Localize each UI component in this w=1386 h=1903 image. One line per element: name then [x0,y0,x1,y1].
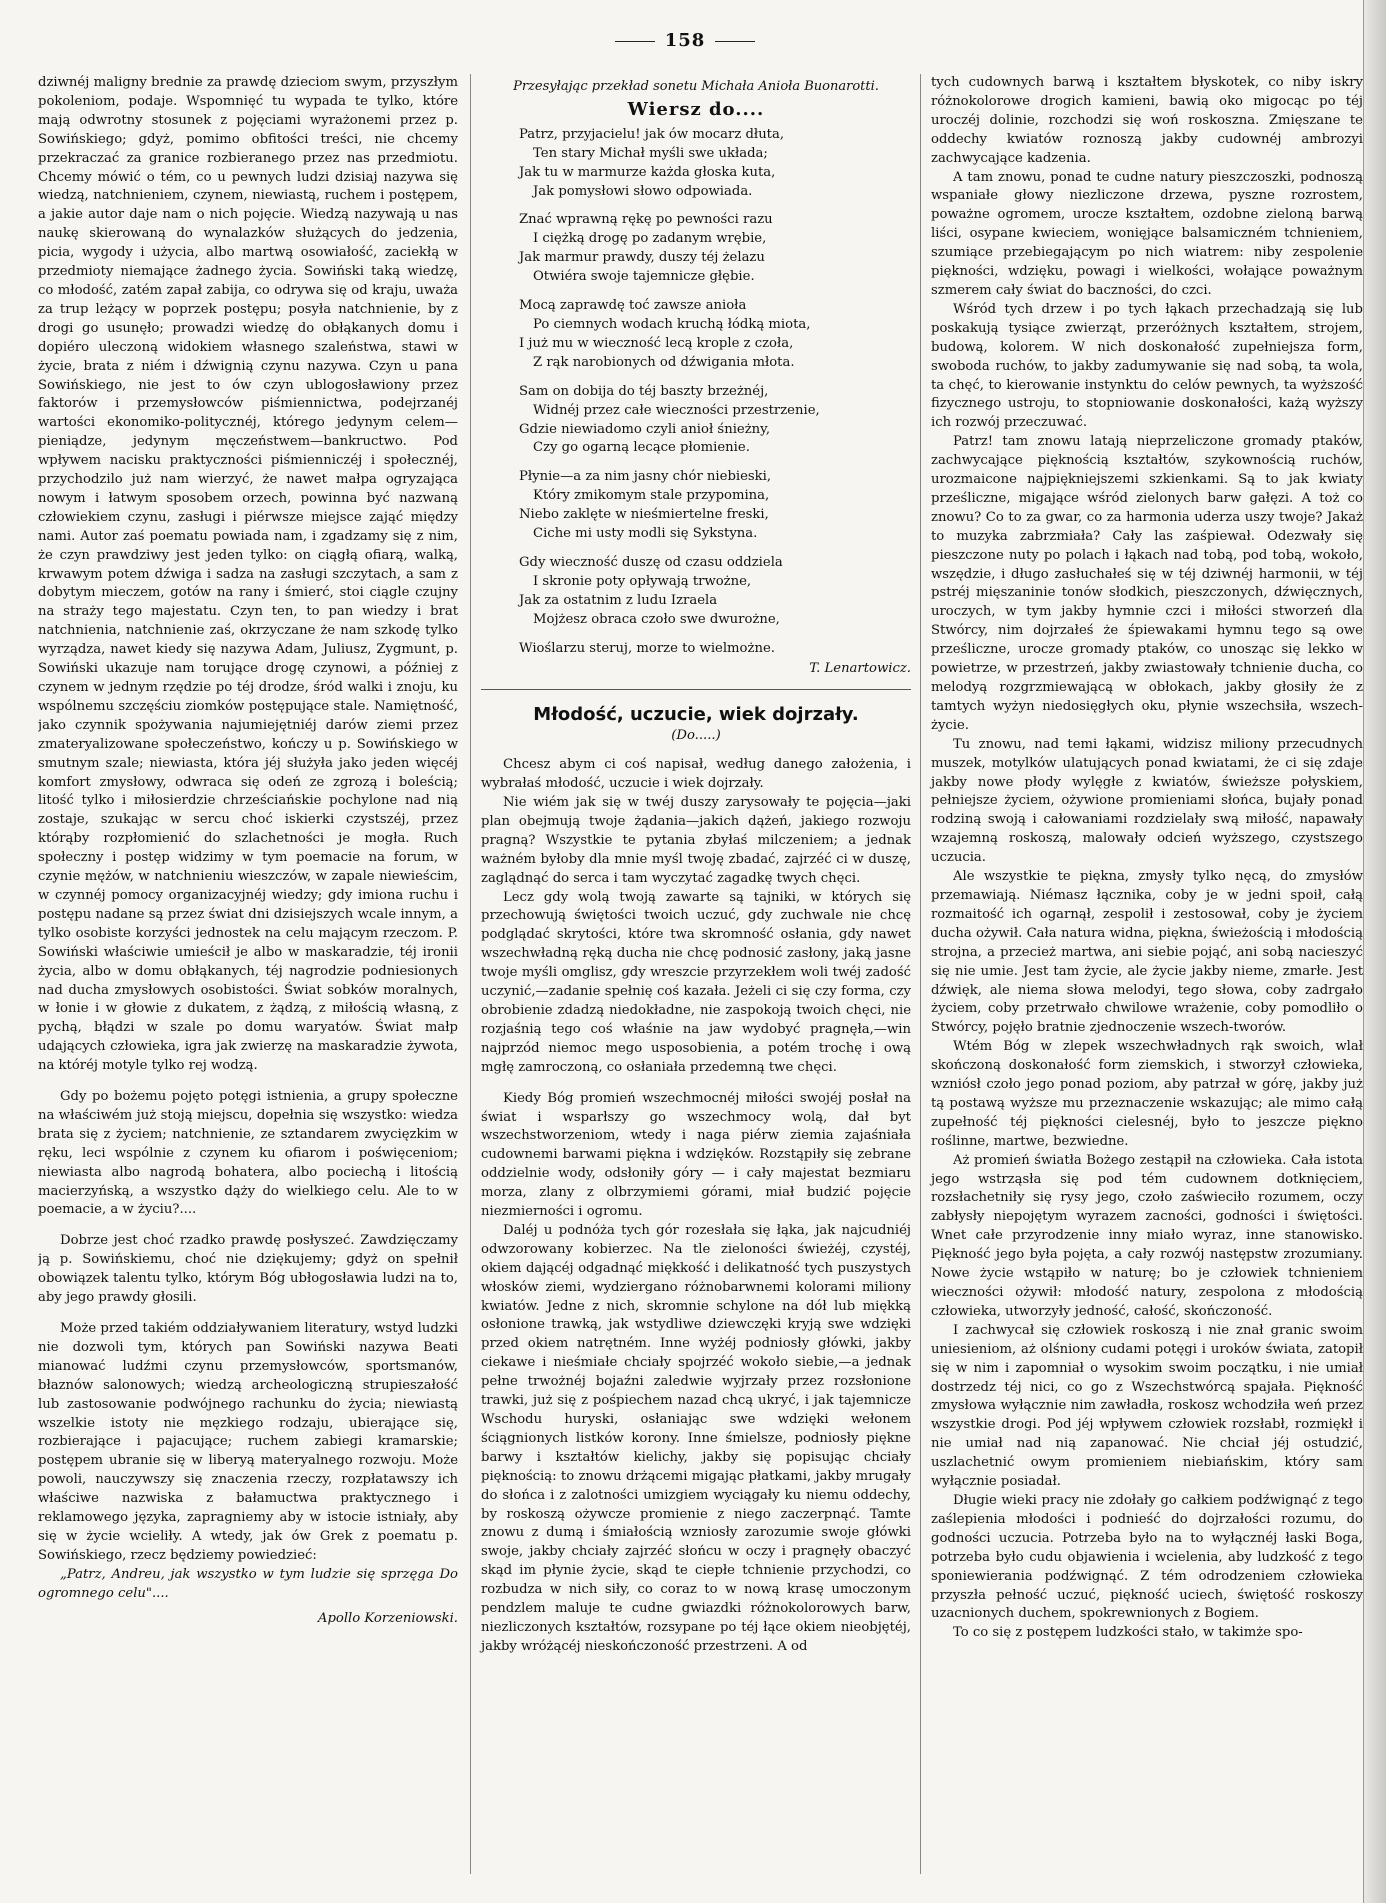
poem-stanza [519,126,911,202]
col1-paragraph: dziwnéj maligny brednie za prawdę dzieciom swym, przyszłym pokoleniom, podaje. Wspomnięć tu wypada te tylko, które mają odwrotny stosunek z pojęciami wyrażonemi przez p. Sowińskiego; gdyż, pomimo obfitości treści, nie chcemy przekraczać za granice rozbieranego przez nas przedmiotu. Chcemy mówić o tém, co u pewnych ludzi dzisiaj nazywa się wiedzą, natchnieniem, czynem, niewiastą, ruchem i postępem, a jakie autor daje nam o nich pojęcie. Wiedzą nazywają u nas naukę skierowaną do wynalazków służących do jedzenia, picia, wygody i użycia, albo martwą osowiałość, zaciekłą w przedmioty niemające żadnego życia. Sowiński taką wiedzę, co młodość, zatém zapał zabija, co odrywa się od kraju, uważa za trup leżący w poprzek postępu; posyła natchnienie, by z drogi go usunęło; prowadzi wiedzę do obłąkanych domu i dopiéro uleczoną widokiem własnego szaleństwa, stawi w życie, brata z niém i dźwignią czynu nazywa. Czyn u pana Sowińskiego, nie jest to ów czyn ublogosławiony przez faktorów i przemysłowców piśmiennictwa, podejrzanéj wartości ekonomiko-politycznéj, którego jedynym celem—pieniądze, jedynym męczeństwem—bankructwo. Pod wpływem nacisku praktyczności piśmienniczéj i społecznéj, przychodzilo już nam wierzyć, że nawet małpa ogryzająca nowym i łatwym sposobem orzech, powinna być nazwaną człowiekiem czynu, zasługi i piérwsze miejsce zająć między nami. Autor zaś poematu powiada nam, i zgadzamy się z nim, że czyn prawdziwy jest jeden tylko: on ciągłą ofiarą, walką, krwawym potem dźwiga i sadza na zasługi szczytach, a sam z dobytym mieczem, gotów na rany i śmierć, stoi ciągle czujny na straży tego majestatu. Czyn ten, to pan wiedzy i brat natchnienia, natchnienie zaś, okrzyczane że nam szkodę tylko wyrządza, nawet kiedy się nazywa Adam, Juliusz, Zygmunt, p. Sowiński ukazuje nam torujące drogę czynowi, a później z czynem w jednym rzędzie po téj drodze, śród walki i znoju, ku wspólnemu szczęściu ziomków postępujące stale. Namiętność, jako czynnik spożywania najumiejętniéj darów ziemi przez zmateryalizowane społeczeństwo, kończy u p. Sowińskiego w smutnym szale; niewiasta, która jéj służyła jako jeden więcéj komfort zmysłowy, odwraca się odeń ze zgrozą i boleścią; litość tylko i miłosierdzie chrześciańskie pochylone nad nią zostaje, szukając w sercu choć iskierki czystszéj, przez którąby rozpłomienić do szlachetności je mogła. Ruch społeczny i postęp widzimy w tym poemacie na forum, w czynie mężów, w natchnieniu wieszczów, w zapale niewieścim, w czynnéj pomocy organizacyjnéj wiedzy; gdy imiona ruchu i postępu nadane są przez świat dni dzisiejszych wcale innym, a tylko osobiste korzyści jednostek na celu mającym rzeczom. P. Sowiński właściwie umieścił je albo w maskaradzie, téj ironii życia, albo w domu obłąkanych, téj nagrodzie podniesionych nad ducha zmysłowych osobistości. Świat sobków moralnych, w łonie i w głowie z dukatem, z żądzą, z miłością własną, z pychą, błądzi w szale po domu waryatów. Świat małp udających człowieka, igra jak zwierzę na maskaradzie żywota, na któréj motyle tylko rej wodzą. [38,75,458,1074]
poem-stanza [519,297,911,373]
col1-paragraph: Może przed takiém oddziaływaniem literatury, wstyd ludzki nie dozwoli tym, których pan Sowiński nazywa Beati mianować ludźmi czynu przemysłowców, sportsmanów, błaznów salonowych; wiedzą archeologiczną strupieszałość lub zastosowanie podwójnego rachunku do życia; niewiastą wszelkie istoty nie męzkiego rodzaju, ubierające się, rozbierające i pajacujące; ruchem zabiegi kramarskie; postępem ubranie się w liberyą materyalnego rozwoju. Może powoli, nauczywszy się znaczenia rzeczy, rozpłatawszy ich właściwe nazwiska z bałamuctwa praktycznego i reklamowego języka, zapragniemy aby w istocie istniały, aby się w życie wcieliły. A wtedy, jak ów Grek z poematu p. Sowińskiego, rzecz będziemy powiedzieć: [38,1321,458,1563]
poem-line: Widnéj przez całe wieczności przestrzenie, [533,402,820,418]
col3-paragraph: Wtém Bóg w zlepek wszechwładnych rąk swoich, wlał skończoną doskonałość form ziemskich, i stworzył człowieka, wzniósł czoło jego ponad poziom, aby patrzał w górę, jakby już tą postawą wyższe mu przeznaczenie wskazując; ale mimo całą zupełność téj piękności cielesnéj, było to jeszcze piękno roślinne, martwe, bezwiedne. [931,1039,1363,1149]
poem-line: Jak tu w marmurze każda głoska kuta, [519,164,776,180]
poem-line: Mojżesz obraca czoło swe dwurożne, [533,611,780,627]
page-header [0,30,1370,51]
col3-paragraph: Tu znowu, nad temi łąkami, widzisz miliony przecudnych muszek, motylków ulatujących ponad kwiatami, że ci się zdaje jakby nowe płody wylęgłe z kwiatów, świeższe połyskiem, pełniejsze życiem, ożywione promieniami słońca, bujały ponad rodziną swoją i całowaniami rozdzielały swą miłość, napawały wzajemną roskoszą, malowały odcień wyższego, czystszego uczucia. [931,736,1363,866]
poem-dedication: Przesyłając przekład sonetu Michała Anioła Buonarotti. [513,79,879,94]
col3-paragraph: A tam znowu, ponad te cudne natury pieszczoszki, podnoszą wspaniałe głowy niezliczone drzewa, pyszne rozrostem, poważne ogromem, urocze kształtem, ozdobne zieloną barwą liści, osypane kwieciem, wonięjące balsamiczném tchnieniem, szumiące przebiegającym po nich wiatrem: niby zespolenie piękności, wdzięku, powagi i wielkości, wołające poważnym szmerem cały świat do baczności, do czci. [931,169,1363,298]
header-dash-left [615,41,655,42]
poem-line: Mocą zaprawdę toć zawsze anioła [519,298,747,314]
poem-line: Który zmikomym stale przypomina, [533,488,770,504]
col2-paragraph: Lecz gdy wolą twoją zawarte są tajniki, w których się przechowują świętości twoich uczuć, gdy zuchwale nie chcę podglądać skrytości, które twa skromność osłania, gdy nawet wszechwładną ręką ducha nie chcę podnosić zasłony, jaką jasne twoje myśli omglisz, gdy wreszcie przyrzekłem woli twéj zadość uczynić,—zadanie spełnię coś kazała. Jeżeli ci się czy forma, czy obrobienie zdadzą niedokładne, nie zaspokoją twoich chęci, nie rozjaśnią tego coś właśnie na jaw wydobyć pragnęła,—win najprzód niemoc mego usposobienia, a potém trochę i ową mgłę zamroczoną, co osłaniała przedemną twe chęci. [481,889,911,1075]
col1-signature: Apollo Korzeniowski. [317,1610,458,1626]
col3-paragraph: Ale wszystkie te piękna, zmysły tylko nęcą, do zmysłów przemawiają. Niémasz łącznika, coby je w jedni spoił, całą rozmaitość ich ogarnął, zespolił i zestosował, coby je życiem ducha ożywił. Cała natura widna, piękna, świeżością i młodością strojna, a przecież martwa, ani siebie pojąć, ani sobą nacieszyć się nie umie. Jest tam życie, ale życie jakby nieme, zmarłe. Jest dźwięk, ale niema słowa melodyi, tego słowa, coby zadrgało życiem, coby przetrwało chwilowe wrażenie, coby pomodliło o Stwórcy, pojęło bratnie zjednoczenie wszech-tworów. [931,869,1363,1036]
poem-stanza [519,211,911,287]
col2-paragraph: Kiedy Bóg promień wszechmocnéj miłości swojéj posłał na świat i wsparłszy go wszechmocy wolą, dał byt wszechstworzeniom, wtedy i naga piérw ziemia zajaśniała cudownemi barwami piękna i wdzięków. Rozstąpiły się zebrane oddzielnie wody, odsłoniły góry — i cały majestat bezmiaru morza, zlany z olbrzymiemi górami, miał budzić pojęcie niezmierności i ogromu. [481,1090,911,1220]
poem-line: Płynie—a za nim jasny chór niebieski, [519,469,772,485]
col3-paragraph: Wśród tych drzew i po tych łąkach przechadzają się lub poskakują tysiące zwierząt, przeróżnych kształtem, strojem, budową, kolorem. W nich doskonałość zupełniejsza form, swoboda ruchów, to jakby zadumywanie się nad sobą, ta wola, ta chęć, to kierowanie instynktu do celów pewnych, ta wyższość fizycznego ustroju, to stopniowanie doskonałości, każą wyższy ich rozwój przeczuwać. [931,301,1363,431]
col2-paragraph: Chcesz abym ci coś napisał, według danego założenia, i wybrałaś młodość, uczucie i wiek dojrzały. [481,757,911,792]
col3-paragraph: To co się z postępem ludzkości stało, w takimże spo- [953,1625,1303,1641]
header-dash-right [715,41,755,42]
poem-line: Sam on dobija do téj baszty brzeżnéj, [519,383,769,399]
poem-line: I już mu w wieczność lecą krople z czoła, [519,335,794,351]
column-1 [38,74,458,1874]
col2-paragraph: Nie wiém jak się w twéj duszy zarysowały te pojęcia—jaki plan obejmują twoje żądania—jakich dążeń, jakiego rozwoju pragną? Wszystkie te pytania zbyłaś milczeniem; a jednak ważném byłoby dla mnie myśl twoję zbadać, zajrzéć ci w duszę, zaglądnąć do serca i tam wyczytać zagadkę twych chęci. [481,795,911,886]
col1-paragraph: Gdy po bożemu pojęto potęgi istnienia, a grupy społeczne na właściwém już stoją miejscu, dopełnia się wszystko: wiedza brata się z życiem; natchnienie, ze sztandarem zwycięzkim w ręku, leci wspólnie z czynem ku ofiarom i poświęceniom; niewiasta albo nagrodą bohatera, albo pociechą i litością macierzyńską, a wszystko dąży do wielkiego celu. Ale to w poemacie, a w życiu?.... [38,1089,458,1218]
poem-stanza [519,383,911,459]
poem-line: Otwiéra swoje tajemnicze głębie. [533,269,755,285]
poem-line: Jak marmur prawdy, duszy téj żelazu [519,250,765,266]
col2-paragraph: Daléj u podnóża tych gór rozesłała się łąka, jak najcudniéj odwzorowany kobierzec. Na tle zieloności świeżéj, czystéj, okiem dającéj odgadnąć miękkość i delikatność tych puszystych włosków ziemi, wydziergano różnobarwnemi kolorami miliony kwiatów. Jedne z nich, skromnie schylone na dół lub miękką osłonione trawką, jak wstydliwe dziewczęki kryją swe wdzięki przed okiem natrętném. Inne wyżéj podniosły główki, jakby ciekawe i nieśmiałe chciały spojrzéć wokoło siebie,—a jednak pełne trwożnéj bojaźni zaledwie wyjrzały przez rozsłonione trawki, już się z pośpiechem nazad chcą ukryć, i jak tajemnicze Wschodu huryski, osłaniając swe wdzięki wełonem ściągnionych listków korony. Inne śmielsze, podniosły piękne barwy i kształtów kielichy, jakby się popisując chciały pięknością: to znowu drżącemi migając płatkami, jakby mrugały do słońca i z zalotności umizgiem wyciągały ku niemu oddechy, by roskoszą ożywcze promienie z niego zaczerpnąć. Tamte znowu z dumą i śmiałością wzniosły zarozumie swoje główki swoje, jakby chciały zajrzéć słońcu w oczy i pragnęły obaczyć skąd im płynie życie, skąd te ciepłe tchnienie przychodzi, co rozbudza w nich siły, co coraz to w nową krasę umoczonym pendzlem maluje te cudne gwiazdki różnokolorowych barw, niezliczonych kształtów, rozsypane po téj łące okiem nieobjętéj, jakby wróżącéj nieskończoność przestrzeni. A od [481,1222,911,1654]
poem-line: Z rąk narobionych od dźwigania młota. [533,354,795,370]
poem-line: Ciche mi usty modli się Sykstyna. [533,526,758,542]
poem-line: Niebo zaklęte w nieśmiertelne freski, [519,507,769,523]
page-number: 158 [664,30,706,51]
poem-line: Gdy wieczność duszę od czasu oddziela [519,554,783,570]
poem-line: Znać wprawną rękę po pewności razu [519,212,773,228]
col3-paragraph: Aż promień światła Bożego zestąpił na człowieka. Cała istota jego wstrząsła się pod tém cudownem dotknięciem, rozsłachetniły się rysy jego, czoło zaświeciło rozumem, oczy zabłysły niepojętym wyrazem zacności, godności i świętości. Wnet całe przyrodzenie inny miało wyraz, inne stanowisko. Piękność jego była pojęta, a cały rozwój następstw zrozumiany. Nowe życie wstąpiło w naturę; bo je człowiek tchnieniem wieczności ożywił: młodość natury, zespolona z młodością człowieka, utworzyły jedność, całość, skończoność. [931,1152,1363,1319]
poem-stanza [519,640,911,659]
poem-stanza [519,554,911,630]
poem-line: Gdzie niewiadomo czyli anioł śnieżny, [519,421,771,437]
column-2 [470,74,911,1874]
column-3 [920,74,1363,1874]
col1-quote: „Patrz, Andreu, jak wszystko w tym ludzie się sprzęga Do ogromnego celu".... [38,1566,458,1601]
poem-line: Patrz, przyjacielu! jak ów mocarz dłuta, [519,126,785,142]
poem-stanza [519,468,911,544]
poem-line: Po ciemnych wodach kruchą łódką miota, [533,316,811,332]
poem-line: Jak za ostatnim z ludu Izraela [519,592,718,608]
article-title: Młodość, uczucie, wiek dojrzały. [533,704,859,726]
col3-paragraph: I zachwycał się człowiek roskoszą i nie znał granic swoim uniesieniom, aż olśniony cudami potęgi i uroków świata, zatopił się w nim i zapomniał o wysokim swoim początku, i nie umiał dostrzedz téj nici, co go z Wszechstwórcą spajała. Piękność zmysłowa wyłącznie nim zawładła, roskosz wchodziła weń przez wszystkie drogi. Pod jéj wpływem człowiek rozsłabł, rozmiękł i nie umiał nad nią zapanować. Nie chciał jéj ostudzić, uszlachetnić owym promieniem niebiańskim, który sam wyłącznie posiadał. [931,1322,1363,1490]
poem-line: Czy go ogarną lecące płomienie. [533,440,750,456]
col1-paragraph: Dobrze jest choć rzadko prawdę posłyszeć. Zawdzięczamy ją p. Sowińskiemu, choć nie dziękujemy; gdyż on spełnił obowiązek talentu tylko, którym Bóg ubłogosławia ludzi na to, aby jego prawdy głosili. [38,1233,458,1306]
section-divider [481,689,911,690]
adjacent-page-edge [1363,0,1386,1903]
poem-signature: T. Lenartowicz. [809,661,911,677]
col3-paragraph: Patrz! tam znowu latają nieprzeliczone gromady ptaków, zachwycające pięknością kształtów, szykownością ruchów, urozmaicone najpiękniejszemi szkienkami. Są to jak kwiaty prześliczne, migające wśród zielonych barw gałęzi. A toż co znowu? Co to za gwar, co za harmonia uderza uszy twoje? Jakaż to muzyka zabrzmiała? Cały las zaśpiewał. Odezwały się pieszczone nuty po polach i łąkach nad tobą, pod tobą, wokoło, wszędzie, i długo zasłuchałeś się w téj dziwnéj harmonii, w téj pstréj mięszaninie tonów słodkich, pieszczonych, dźwięcznych, uroczych, w tym jakby hymnie czci i miłości stworzeń dla Stwórcy, nim dojrzałeś że śpiewakami hymnu tego są owe prześliczne, urocze gromady ptaków, co unosząc się lekko w powietrze, w przestrzeń, jakby zwiastowały tchnienie ducha, co melodyą rozgrzmiewającą w obłokach, jakby głosiły że z tamtych wyżyn niedosięgłych oku, płynie wszechsiła, wszech-życie. [931,434,1363,733]
poem-line: I skronie poty opływają trwożne, [533,573,752,589]
poem-line: Ten stary Michał myśli swe układa; [533,145,768,161]
col3-paragraph: tych cudownych barwą i kształtem błyskotek, co niby iskry różnokolorowe drogich kamieni, bawią oko migocąc po téj uroczéj dolinie, rozchodzi się woń roskoszna. Zmięszane te oddechy kwiatów roznoszą jakby cudownéj ambrozyi zachwycające kadzenia. [931,75,1363,166]
poem-line: Jak pomysłowi słowo odpowiada. [533,183,753,199]
poem-line: Wioślarzu steruj, morze to wielmożne. [519,640,775,656]
article-subtitle: (Do.....) [671,728,721,744]
poem-line: I ciężką drogę po zadanym wrębie, [533,231,767,247]
col3-paragraph: Długie wieki pracy nie zdołały go całkiem podźwignąć z tego zaślepienia młodości i podnieść do dojrzałości rozumu, do godności uczucia. Potrzeba było na to wyłącznéj łaski Boga, potrzeba było cudu objawienia i wcielenia, aby ludzkość z tego sponiewierania podźwignąć. Z tém odrodzeniem człowieka przyszła pełność uczuć, piękność uciech, świętość roskoszy uzacnionych duchem, spokrewnionych z Bogiem. [931,1492,1363,1622]
poem-title: Wiersz do.... [627,98,765,120]
